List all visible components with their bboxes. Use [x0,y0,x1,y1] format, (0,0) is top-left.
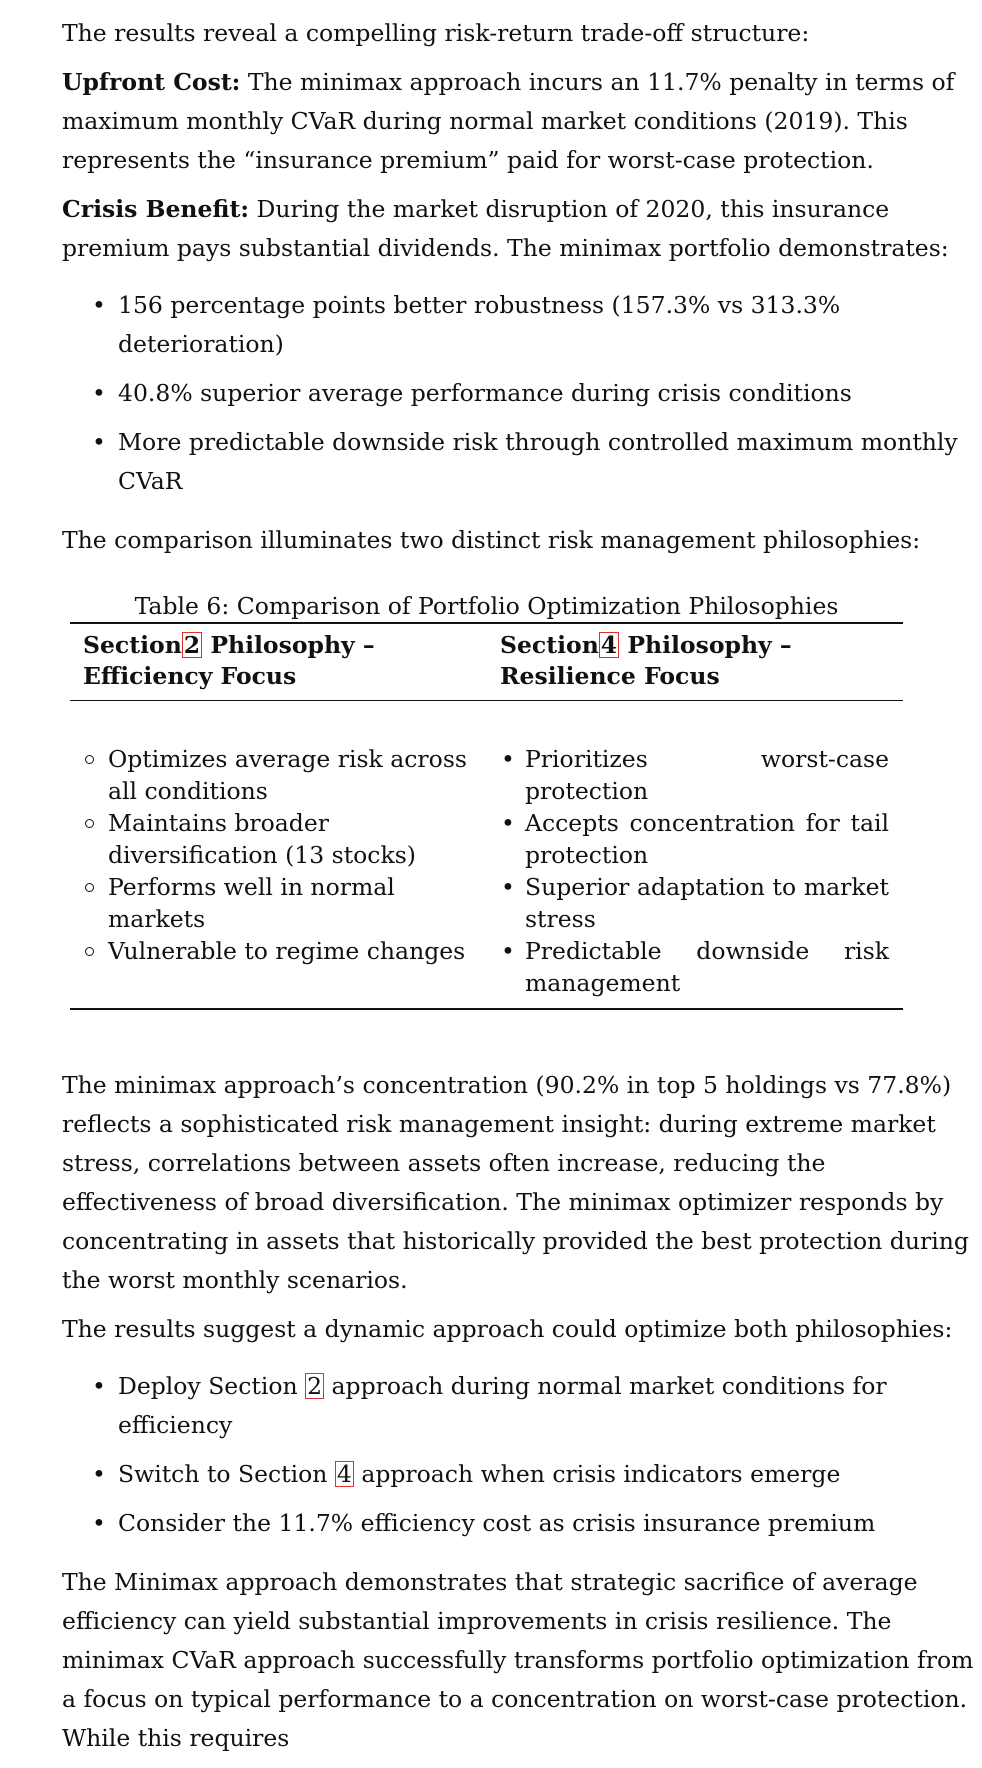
upfront-cost-paragraph [62,63,976,180]
bullet-text: approach during normal market conditions for efficiency [118,1372,887,1439]
upfront-cost-text: The minimax approach incurs an 11.7% penalty in terms of maximum monthly CVaR during normal market conditions (2019). This represents the “insurance premium” paid for worst-case protection. [62,68,955,174]
right-header-suffix: Philosophy – [619,631,792,659]
concentration-paragraph: The minimax approach’s concentration (90.2% in top 5 holdings vs 77.8%) reflects a sophisticated risk management insight: during extreme market stress, correlations between assets often increase, reducing the effectiveness of broad diversification. The minimax optimizer responds by concentrating in assets that historically provided the best protection during the worst monthly scenarios. [62,1071,969,1294]
intro-paragraph: The results reveal a compelling risk-return trade-off structure: [62,19,810,47]
section-ref-link[interactable]: 2 [183,631,201,659]
list-item: • 40.8% superior average performance during crisis conditions [92,374,976,413]
left-column-header [70,630,487,694]
list-item: • Accepts concentration for tail protection [500,808,889,871]
dynamic-intro-paragraph: The results suggest a dynamic approach could optimize both philosophies: [62,1315,953,1343]
list-item [92,1367,976,1445]
right-header-line2: Resilience Focus [500,662,720,690]
table-header-row [70,624,903,700]
right-header-prefix: Section [500,631,599,659]
list-item: • More predictable downside risk through controlled maximum monthly CVaR [92,423,976,501]
crisis-bullet-list [62,286,976,501]
list-item: • Prioritizes worst-case protection [500,744,889,807]
left-header-prefix: Section [83,631,182,659]
list-item: Vulnerable to regime changes [83,936,487,968]
list-item: Performs well in normal markets [83,872,487,935]
paper-page [62,14,976,1768]
section-ref-link[interactable]: 4 [600,631,618,659]
left-header-line2: Efficiency Focus [83,662,297,690]
crisis-benefit-paragraph [62,190,976,268]
list-item [92,1504,976,1543]
list-item: • 156 percentage points better robustness (157.3% vs 313.3% deterioration) [92,286,976,364]
right-column-header [487,630,903,694]
left-header-suffix: Philosophy – [202,631,375,659]
philosophy-comparison-table [70,590,903,1010]
left-column-cell [70,744,487,1000]
right-column-cell [487,744,903,1000]
efficiency-list [83,744,487,968]
list-item: Maintains broader diversification (13 stocks) [83,808,487,871]
closing-paragraph: The Minimax approach demonstrates that strategic sacrifice of average efficiency can yield substantial improvements in crisis resilience. The minimax CVaR approach successfully transforms portfolio optimization from a focus on typical performance to a concentration on worst-case protection. While this requires [62,1568,974,1752]
crisis-benefit-label: Crisis Benefit: [62,195,250,223]
table-bottom-rule [70,1008,903,1010]
bullet-text: Consider the 11.7% efficiency cost as crisis insurance premium [118,1509,876,1537]
list-item: • Predictable downside risk management [500,936,889,999]
bullet-text: Switch to Section [118,1460,335,1488]
table-caption: Table 6: Comparison of Portfolio Optimization Philosophies [134,592,839,620]
resilience-list [500,744,889,999]
section-ref-link[interactable]: 4 [336,1460,352,1488]
list-item [92,1455,976,1494]
upfront-cost-label: Upfront Cost: [62,68,241,96]
table-body-row [70,701,903,1008]
section-ref-link[interactable]: 2 [307,1372,323,1400]
list-item: • Superior adaptation to market stress [500,872,889,935]
comparison-intro-paragraph: The comparison illuminates two distinct risk management philosophies: [62,526,921,554]
list-item: Optimizes average risk across all conditions [83,744,487,807]
bullet-text: approach when crisis indicators emerge [353,1460,841,1488]
bullet-text: Deploy Section [118,1372,306,1400]
dynamic-bullet-list [62,1367,976,1543]
crisis-benefit-text: During the market disruption of 2020, this insurance premium pays substantial dividends. The minimax portfolio demonstrates: [62,195,949,262]
